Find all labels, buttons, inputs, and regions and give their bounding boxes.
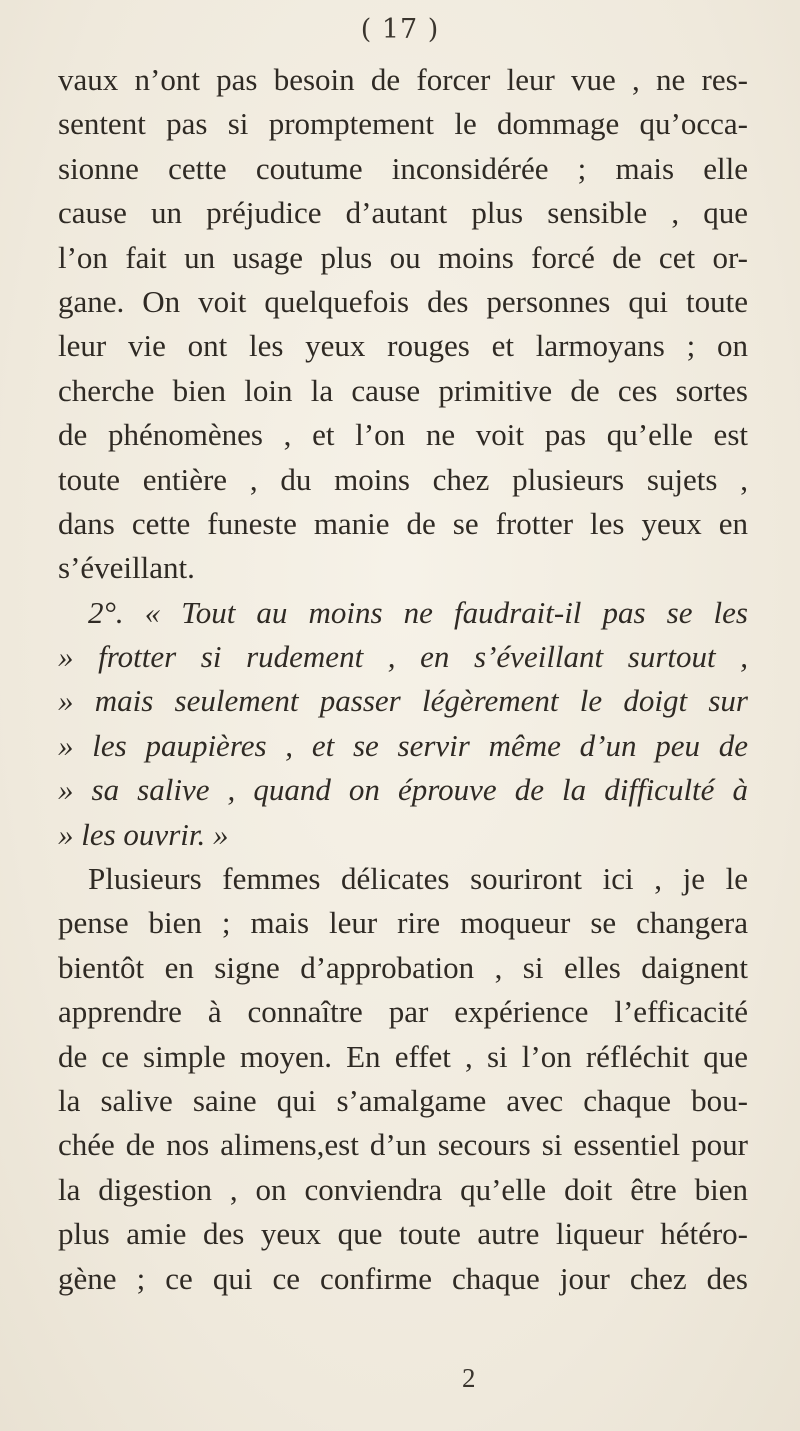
text-line: la salive saine qui s’amalgame avec chaque bou- [58, 1082, 748, 1118]
text-line: dans cette funeste manie de se frotter les yeux en [58, 505, 748, 541]
text-line: leur vie ont les yeux rouges et larmoyans ; on [58, 328, 748, 364]
quote-line: 2°. « Tout au moins ne faudrait-il pas se les [88, 594, 748, 630]
body-text [58, 58, 748, 1301]
quote-line: » les ouvrir. » [58, 816, 229, 852]
text-line: vaux n’ont pas besoin de forcer leur vue , ne res- [58, 62, 748, 97]
text-line: cause un préjudice d’autant plus sensible , que [58, 195, 748, 231]
quote-line: » les paupières , et se servir même d’un peu de [58, 727, 748, 763]
quote-line: » mais seulement passer légèrement le doigt sur [58, 683, 748, 719]
quote-line: » frotter si rudement , en s’éveillant surtout , [58, 639, 748, 675]
text-line: l’on fait un usage plus ou moins forcé de cet or- [58, 239, 748, 275]
text-line: toute entière , du moins chez plusieurs sujets , [58, 461, 748, 497]
text-line: de phénomènes , et l’on ne voit pas qu’elle est [58, 417, 748, 453]
quote-line: » sa salive , quand on éprouve de la difficulté à [58, 772, 748, 808]
text-line: sionne cette coutume inconsidérée ; mais elle [58, 150, 748, 186]
signature-mark: 2 [462, 1363, 476, 1393]
text-line: gane. On voit quelquefois des personnes qui toute [58, 283, 748, 319]
text-line: apprendre à connaître par expérience l’efficacité [58, 994, 748, 1030]
page-number: ( 17 ) [360, 14, 440, 45]
text-line: plus amie des yeux que toute autre liqueur hétéro- [58, 1216, 748, 1252]
text-line: cherche bien loin la cause primitive de ces sortes [58, 372, 748, 408]
text-line: Plusieurs femmes délicates souriront ici , je le [88, 861, 748, 897]
text-line: sentent pas si promptement le dommage qu’occa- [58, 106, 748, 142]
text-line: bientôt en signe d’approbation , si elles daignent [58, 949, 748, 985]
text-line: gène ; ce qui ce confirme chaque jour chez des [58, 1260, 748, 1296]
text-line: de ce simple moyen. En effet , si l’on réfléchit que [58, 1038, 748, 1074]
text-line: s’éveillant. [58, 550, 195, 586]
text-line: pense bien ; mais leur rire moqueur se changera [58, 905, 748, 941]
text-line: la digestion , on conviendra qu’elle doit être bien [58, 1171, 748, 1207]
text-line: chée de nos alimens,est d’un secours si essentiel pour [58, 1127, 748, 1163]
